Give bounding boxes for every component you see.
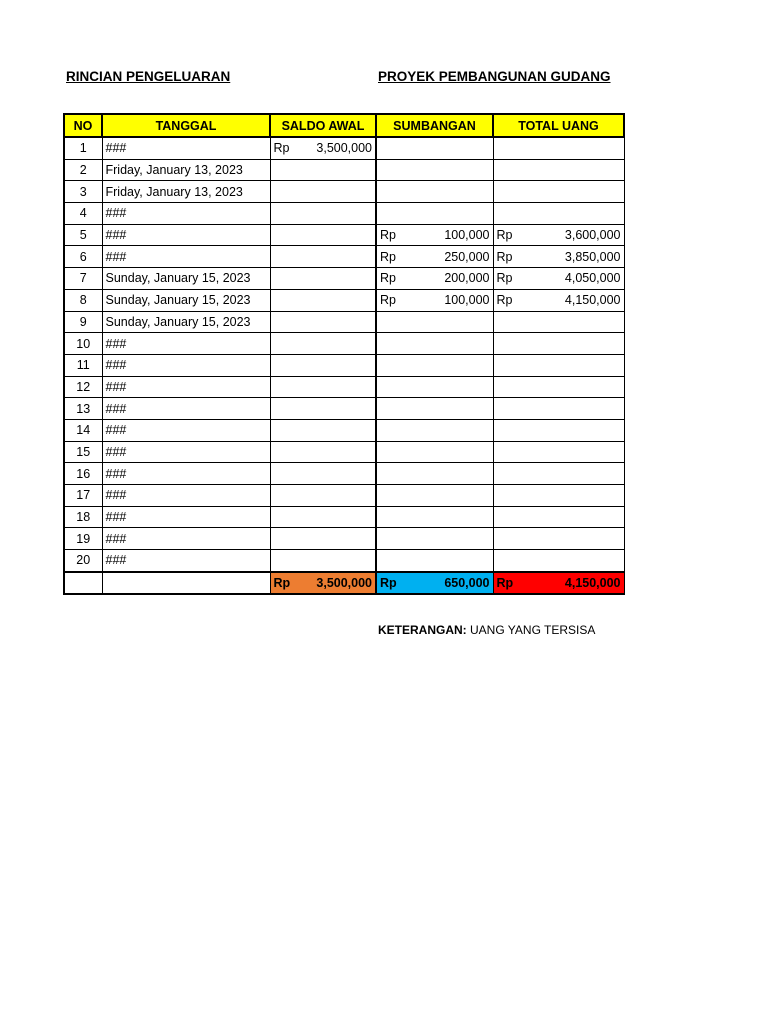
table-row <box>64 419 624 441</box>
cell-tanggal[interactable]: ### <box>102 376 270 398</box>
cell-no[interactable]: 1 <box>64 137 102 159</box>
cell-saldo-awal[interactable] <box>270 203 376 225</box>
cell-tanggal[interactable]: ### <box>102 441 270 463</box>
cell-sumbangan[interactable] <box>376 419 493 441</box>
cell-no[interactable]: 19 <box>64 528 102 550</box>
amount: 3,600,000 <box>564 228 621 243</box>
cell-tanggal[interactable]: ### <box>102 485 270 507</box>
cell-total-uang[interactable] <box>493 137 624 159</box>
table-row <box>64 137 624 159</box>
cell-sumbangan[interactable] <box>376 485 493 507</box>
cell-sumbangan[interactable] <box>376 246 493 268</box>
cell-tanggal[interactable]: Sunday, January 15, 2023 <box>102 311 270 333</box>
cell-no[interactable]: 16 <box>64 463 102 485</box>
cell-sumbangan[interactable] <box>376 268 493 290</box>
cell-total-uang[interactable] <box>493 354 624 376</box>
amount: 100,000 <box>444 293 490 308</box>
cell-no[interactable]: 8 <box>64 289 102 311</box>
cell-saldo-awal[interactable] <box>270 137 376 159</box>
cell-no[interactable]: 6 <box>64 246 102 268</box>
cell-tanggal[interactable]: ### <box>102 528 270 550</box>
cell-no[interactable]: 10 <box>64 333 102 355</box>
cell-tanggal[interactable]: Sunday, January 15, 2023 <box>102 268 270 290</box>
cell-tanggal[interactable]: ### <box>102 419 270 441</box>
cell-total-uang[interactable] <box>493 268 624 290</box>
table-row <box>64 441 624 463</box>
table-body <box>64 137 624 572</box>
cell-no[interactable]: 14 <box>64 419 102 441</box>
cell-saldo-awal[interactable] <box>270 419 376 441</box>
cell-sumbangan[interactable] <box>376 289 493 311</box>
cell-saldo-awal[interactable] <box>270 398 376 420</box>
amount: 250,000 <box>444 249 490 264</box>
header-tanggal[interactable]: TANGGAL <box>102 114 270 137</box>
currency: Rp <box>496 271 513 286</box>
table-row <box>64 333 624 355</box>
cell-total-uang[interactable] <box>493 289 624 311</box>
cell-saldo-awal[interactable] <box>270 376 376 398</box>
cell-saldo-awal[interactable] <box>270 289 376 311</box>
cell-saldo-awal[interactable] <box>270 246 376 268</box>
cell-no[interactable]: 5 <box>64 224 102 246</box>
table-row <box>64 159 624 181</box>
total-date-cell[interactable] <box>102 572 270 595</box>
cell-sumbangan[interactable] <box>376 398 493 420</box>
currency: Rp <box>380 576 397 591</box>
amount: 650,000 <box>444 576 490 591</box>
cell-no[interactable]: 11 <box>64 354 102 376</box>
total-no-cell[interactable] <box>64 572 102 595</box>
amount: 200,000 <box>444 271 490 286</box>
table-row <box>64 376 624 398</box>
amount: 100,000 <box>444 228 490 243</box>
cell-tanggal[interactable]: Friday, January 13, 2023 <box>102 181 270 203</box>
table-row <box>64 354 624 376</box>
cell-total-uang[interactable] <box>493 159 624 181</box>
cell-no[interactable]: 18 <box>64 506 102 528</box>
table-row <box>64 246 624 268</box>
cell-total-uang[interactable] <box>493 550 624 572</box>
total-sumbangan-cell[interactable] <box>376 572 493 595</box>
cell-sumbangan[interactable] <box>376 441 493 463</box>
cell-sumbangan[interactable] <box>376 203 493 225</box>
cell-saldo-awal[interactable] <box>270 311 376 333</box>
cell-tanggal[interactable]: Friday, January 13, 2023 <box>102 159 270 181</box>
amount: 3,500,000 <box>316 141 372 156</box>
cell-sumbangan[interactable] <box>376 333 493 355</box>
cell-tanggal[interactable]: ### <box>102 203 270 225</box>
cell-saldo-awal[interactable] <box>270 463 376 485</box>
cell-saldo-awal[interactable] <box>270 485 376 507</box>
cell-saldo-awal[interactable] <box>270 441 376 463</box>
cell-total-uang[interactable] <box>493 441 624 463</box>
cell-total-uang[interactable] <box>493 419 624 441</box>
cell-tanggal[interactable]: ### <box>102 506 270 528</box>
header-saldo-awal[interactable]: SALDO AWAL <box>270 114 376 137</box>
table-row <box>64 311 624 333</box>
table-row <box>64 268 624 290</box>
cell-tanggal[interactable]: ### <box>102 398 270 420</box>
header-sumbangan[interactable]: SUMBANGAN <box>376 114 493 137</box>
cell-tanggal[interactable]: ### <box>102 463 270 485</box>
cell-tanggal[interactable]: ### <box>102 224 270 246</box>
cell-total-uang[interactable] <box>493 463 624 485</box>
table-row <box>64 398 624 420</box>
cell-total-uang[interactable] <box>493 506 624 528</box>
cell-sumbangan[interactable] <box>376 137 493 159</box>
cell-no[interactable]: 12 <box>64 376 102 398</box>
cell-tanggal[interactable]: ### <box>102 137 270 159</box>
table-row <box>64 528 624 550</box>
currency: Rp <box>496 576 514 591</box>
cell-saldo-awal[interactable] <box>270 550 376 572</box>
cell-no[interactable]: 20 <box>64 550 102 572</box>
cell-no[interactable]: 7 <box>64 268 102 290</box>
cell-sumbangan[interactable] <box>376 463 493 485</box>
cell-sumbangan[interactable] <box>376 506 493 528</box>
cell-no[interactable]: 17 <box>64 485 102 507</box>
cell-saldo-awal[interactable] <box>270 528 376 550</box>
cell-total-uang[interactable] <box>493 333 624 355</box>
cell-no[interactable]: 4 <box>64 203 102 225</box>
cell-total-uang[interactable] <box>493 398 624 420</box>
cell-total-uang[interactable] <box>493 376 624 398</box>
keterangan-note <box>378 623 595 637</box>
amount: 4,150,000 <box>564 576 621 591</box>
table-row <box>64 181 624 203</box>
table-row <box>64 224 624 246</box>
table-row <box>64 485 624 507</box>
header-row <box>64 114 624 137</box>
cell-total-uang[interactable] <box>493 528 624 550</box>
amount: 3,850,000 <box>564 249 621 264</box>
cell-total-uang[interactable] <box>493 203 624 225</box>
table-row <box>64 550 624 572</box>
currency: Rp <box>273 576 291 591</box>
cell-saldo-awal[interactable] <box>270 354 376 376</box>
cell-tanggal[interactable]: ### <box>102 246 270 268</box>
header-no[interactable]: NO <box>64 114 102 137</box>
cell-tanggal[interactable]: ### <box>102 333 270 355</box>
header-total-uang[interactable]: TOTAL UANG <box>493 114 624 137</box>
totals-row <box>64 572 624 595</box>
cell-sumbangan[interactable] <box>376 224 493 246</box>
cell-total-uang[interactable] <box>493 224 624 246</box>
cell-total-uang[interactable] <box>493 485 624 507</box>
currency: Rp <box>496 293 513 308</box>
table-row <box>64 289 624 311</box>
table-row <box>64 203 624 225</box>
cell-saldo-awal[interactable] <box>270 159 376 181</box>
cell-sumbangan[interactable] <box>376 159 493 181</box>
currency: Rp <box>496 228 513 243</box>
title-rincian-pengeluaran: RINCIAN PENGELUARAN <box>66 69 231 84</box>
cell-tanggal[interactable]: ### <box>102 354 270 376</box>
total-uang-cell[interactable] <box>493 572 624 595</box>
total-saldo-cell[interactable] <box>270 572 376 595</box>
cell-total-uang[interactable] <box>493 311 624 333</box>
cell-no[interactable]: 9 <box>64 311 102 333</box>
amount: 4,050,000 <box>564 271 621 286</box>
cell-saldo-awal[interactable] <box>270 224 376 246</box>
cell-saldo-awal[interactable] <box>270 268 376 290</box>
currency: Rp <box>380 228 396 243</box>
cell-saldo-awal[interactable] <box>270 506 376 528</box>
table-row <box>64 506 624 528</box>
cell-no[interactable]: 3 <box>64 181 102 203</box>
cell-no[interactable]: 2 <box>64 159 102 181</box>
currency: Rp <box>380 249 396 264</box>
cell-sumbangan[interactable] <box>376 354 493 376</box>
cell-saldo-awal[interactable] <box>270 181 376 203</box>
cell-sumbangan[interactable] <box>376 181 493 203</box>
cell-tanggal[interactable]: Sunday, January 15, 2023 <box>102 289 270 311</box>
cell-sumbangan[interactable] <box>376 528 493 550</box>
amount: 3,500,000 <box>316 576 372 591</box>
title-proyek: PROYEK PEMBANGUNAN GUDANG <box>378 69 611 84</box>
cell-total-uang[interactable] <box>493 246 624 268</box>
note-text: UANG YANG TERSISA <box>470 623 596 637</box>
cell-sumbangan[interactable] <box>376 550 493 572</box>
currency: Rp <box>380 293 396 308</box>
cell-total-uang[interactable] <box>493 181 624 203</box>
table-row <box>64 463 624 485</box>
currency: Rp <box>273 141 290 156</box>
cell-no[interactable]: 13 <box>64 398 102 420</box>
currency: Rp <box>380 271 396 286</box>
note-label: KETERANGAN: <box>378 623 467 637</box>
cell-sumbangan[interactable] <box>376 376 493 398</box>
cell-saldo-awal[interactable] <box>270 333 376 355</box>
currency: Rp <box>496 249 513 264</box>
cell-sumbangan[interactable] <box>376 311 493 333</box>
amount: 4,150,000 <box>564 293 621 308</box>
cell-tanggal[interactable]: ### <box>102 550 270 572</box>
spreadsheet-table <box>63 113 621 618</box>
cell-no[interactable]: 15 <box>64 441 102 463</box>
